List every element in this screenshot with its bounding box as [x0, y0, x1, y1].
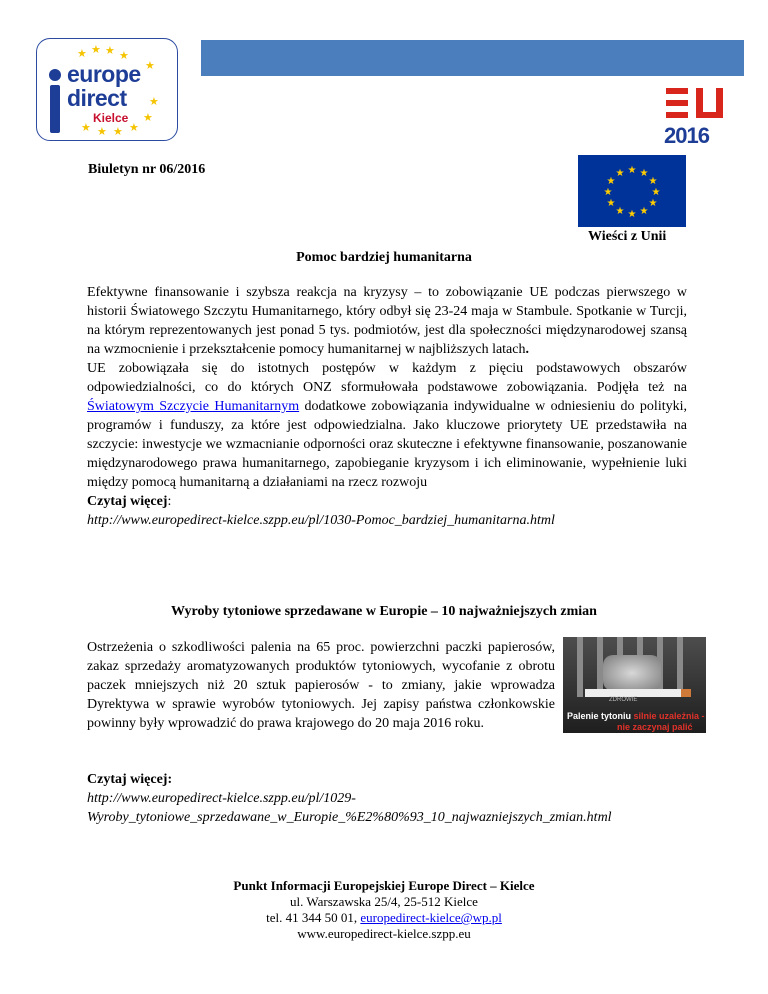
footer-address: ul. Warszawska 25/4, 25-512 Kielce	[290, 894, 478, 909]
article2-url-line1[interactable]: http://www.europedirect-kielce.szpp.eu/pl/1029-	[87, 791, 356, 806]
footer-contact	[0, 910, 768, 926]
image-small-text: ZDROWIE	[609, 697, 638, 703]
logo-europe-text: europe	[67, 61, 141, 87]
svg-text:★: ★	[615, 206, 625, 217]
svg-text:★: ★	[603, 187, 613, 198]
article1-paragraph1	[87, 283, 687, 359]
article1-url[interactable]: http://www.europedirect-kielce.szpp.eu/pl/1030-Pomoc_bardziej_humanitarna.html	[87, 513, 555, 528]
logo-star-icon: ★	[119, 50, 129, 62]
eu-logo-bar	[666, 100, 688, 106]
logo-star-icon: ★	[129, 122, 139, 134]
svg-text:★: ★	[615, 168, 625, 179]
svg-text:★: ★	[648, 176, 658, 187]
article1-paragraph2	[87, 359, 687, 492]
article1-read-more	[87, 492, 687, 511]
article2-read-more-block	[87, 770, 687, 827]
article1-body	[87, 283, 687, 530]
svg-text:★: ★	[606, 198, 616, 209]
logo-star-icon: ★	[149, 96, 159, 108]
article2-url-line2[interactable]: Wyroby_tytoniowe_sprzedawane_w_Europie_%E2%80%93_10_najwazniejszych_zmian.html	[87, 810, 612, 825]
logo-city-text: Kielce	[93, 111, 129, 125]
article1-paragraph1-text: Efektywne finansowanie i szybsza reakcja na kryzysy – to zobowiązanie UE podczas pierwszego w historii Światowego Szczytu Humanitarnego, który odbył się 23-24 maja w Stambule. Spotkanie w Turcji, na którym reprezentowanych jest ponad 5 tys. podmiotów, jest dla społeczności międzynarodowej szansą na wzmocnienie i przekształcenie pomocy humanitarnej w najbliższych latach	[87, 285, 687, 357]
logo-star-icon: ★	[77, 48, 87, 60]
article1-title: Pomoc bardziej humanitarna	[296, 250, 472, 265]
eu-2016-logo	[662, 86, 732, 146]
cigarette-tip	[681, 689, 691, 697]
eu-flag	[578, 155, 686, 227]
tobacco-warning-image	[563, 637, 706, 733]
svg-text:★: ★	[627, 165, 637, 176]
svg-text:★: ★	[651, 187, 661, 198]
logo-star-icon: ★	[113, 126, 123, 138]
article2-read-more: Czytaj więcej:	[87, 772, 173, 787]
footer-title: Punkt Informacji Europejskiej Europe Direct – Kielce	[233, 878, 535, 893]
article1-paragraph2-text: UE zobowiązała się do istotnych postępów w każdym z pięciu podstawowych obszarów odpowiedzialności, co do których ONZ sformułowała podstawowe zobowiązania. Podjęła też na	[87, 361, 687, 395]
svg-text:★: ★	[627, 209, 637, 220]
svg-text:★: ★	[639, 168, 649, 179]
section-label: Wieści z Unii	[588, 229, 667, 244]
article2-body: Ostrzeżenia o szkodliwości palenia na 65 proc. powierzchni paczki papierosów, zakaz sprzedaży aromatyzowanych produktów tytoniowych, wycofanie z obrotu paczek mniejszych niż 20 sztuk papierosów - to zmiany, jakie wprowadza Dyrektywa w sprawie wyrobów tytoniowych. Jej zapisy państwa członkowskie powinny były wprowadzić do prawa krajowego do 20 maja 2016 roku.	[87, 640, 555, 731]
logo-i-body	[50, 85, 60, 133]
logo-star-icon: ★	[145, 60, 155, 72]
logo-star-icon: ★	[143, 112, 153, 124]
image-caption-red: silnie uzależnia -	[633, 711, 705, 721]
article1-paragraph2-rest: dodatkowe zobowiązania indywidualne w odniesieniu do polityki, programów i funduszy, za które jest odpowiedzialna. Jako kluczowe priorytety UE przedstawiła na szczycie: inwestycje we wzmacnianie odporności oraz skuteczne i efektywne finansowanie, poszanowanie międzynarodowego prawa humanitarnego, zapobieganie kryzysom i ich eliminowanie, wypełnienie luki między pomocą humanitarną a działaniami na rzecz rozwoju	[87, 399, 687, 490]
logo-star-icon: ★	[97, 126, 107, 138]
footer-website[interactable]: www.europedirect-kielce.szpp.eu	[297, 926, 471, 941]
bulletin-number: Biuletyn nr 06/2016	[88, 162, 206, 177]
image-caption-line1	[567, 711, 705, 721]
image-caption-white: Palenie tytoniu	[567, 711, 632, 721]
prison-bar	[677, 637, 683, 697]
footer-phone: tel. 41 344 50 01,	[266, 910, 361, 925]
svg-text:★: ★	[648, 198, 658, 209]
header-blue-bar	[201, 40, 744, 76]
svg-text:★: ★	[606, 176, 616, 187]
logo-star-icon: ★	[91, 44, 101, 56]
eu-flag-stars	[578, 155, 686, 227]
eu-logo-bar	[696, 112, 723, 118]
cigarette	[585, 689, 685, 697]
eu-logo-bar	[666, 88, 688, 94]
svg-text:★: ★	[639, 206, 649, 217]
logo-star-icon: ★	[105, 45, 115, 57]
hands-figure	[603, 655, 661, 691]
footer	[0, 878, 768, 942]
image-caption-line2: nie zaczynaj palić	[617, 722, 693, 732]
article1-paragraph1-end: .	[525, 342, 529, 357]
logo-i-dot	[49, 69, 61, 81]
logo-direct-text: direct	[67, 85, 127, 111]
europe-direct-logo	[36, 38, 178, 141]
logo-star-icon: ★	[81, 122, 91, 134]
article2-title: Wyroby tytoniowe sprzedawane w Europie – 10 najważniejszych zmian	[171, 604, 597, 619]
footer-email-link[interactable]: europedirect-kielce@wp.pl	[360, 910, 502, 925]
eu-logo-year: 2016	[664, 123, 709, 148]
summit-link[interactable]: Światowym Szczycie Humanitarnym	[87, 399, 300, 414]
read-more-label: Czytaj więcej	[87, 494, 168, 509]
eu-logo-bar	[666, 112, 688, 118]
prison-bar	[577, 637, 583, 697]
read-more-colon: :	[167, 494, 172, 509]
